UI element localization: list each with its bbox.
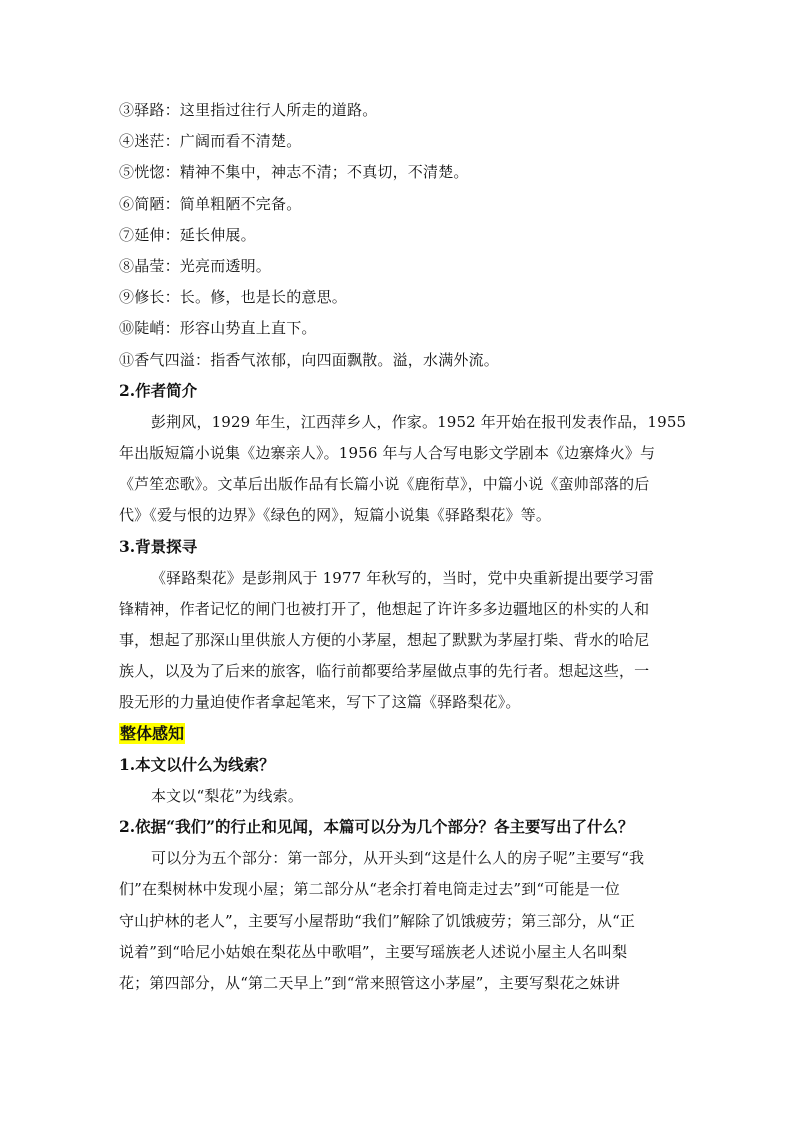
glossary-item: ⑨修长：长。修，也是长的意思。 [119, 288, 348, 306]
section-heading-author: 2.作者简介 [119, 381, 198, 400]
answer-2-line: 说着”到“哈尼小姑娘在梨花丛中歌唱”，主要写瑶族老人述说小屋主人名叫梨 [119, 943, 628, 961]
background-paragraph-line: 事，想起了那深山里供旅人方便的小茅屋，想起了默默为茅屋打柴、背水的哈尼 [119, 631, 650, 649]
question-1: 1.本文以什么为线索？ [119, 755, 275, 774]
answer-2-line: 花；第四部分，从“第二天早上”到“常来照管这小茅屋”，主要写梨花之妹讲 [119, 974, 620, 992]
highlighted-section-label: 整体感知 [120, 724, 185, 743]
author-paragraph-line: 《芦笙恋歌》。文革后出版作品有长篇小说《鹿衔草》，中篇小说《蛮帅部落的后 [119, 475, 650, 493]
question-2: 2.依据“我们”的行止和见闻，本篇可以分为几个部分？各主要写出了什么？ [119, 817, 634, 836]
author-paragraph-line: 年出版短篇小说集《边寨亲人》。1956 年与人合写电影文学剧本《边寨烽火》与 [119, 444, 656, 462]
answer-2-line: 们”在梨树林中发现小屋；第二部分从“老余打着电筒走过去”到“可能是一位 [119, 880, 620, 898]
glossary-item: ⑦延伸：延长伸展。 [119, 226, 256, 244]
section-heading-background: 3.背景探寻 [119, 537, 198, 556]
overall-perception-label-wrap [119, 723, 185, 745]
answer-1: 本文以“梨花”为线索。 [151, 787, 303, 805]
author-paragraph-line: 代》《爱与恨的边界》《绿色的网》，短篇小说集《驿路梨花》等。 [119, 506, 552, 524]
glossary-item: ⑧晶莹：光亮而透明。 [119, 257, 272, 275]
glossary-item: ⑤恍惚：精神不集中，神志不清；不真切，不清楚。 [119, 163, 469, 181]
glossary-item: ⑪香气四溢：指香气浓郁，向四面飘散。溢，水满外流。 [119, 351, 500, 369]
author-paragraph-line: 彭荆风，1929 年生，江西萍乡人，作家。1952 年开始在报刊发表作品，1955 [151, 413, 687, 431]
glossary-item: ⑩陡峭：形容山势直上直下。 [119, 319, 317, 337]
background-paragraph-line: 锋精神，作者记忆的闸门也被打开了，他想起了许许多多边疆地区的朴实的人和 [119, 600, 650, 618]
answer-2-line: 守山护林的老人”，主要写小屋帮助“我们”解除了饥饿疲劳；第三部分，从“正 [119, 912, 636, 930]
glossary-item: ④迷茫：广阔而看不清楚。 [119, 132, 302, 150]
background-paragraph-line: 族人，以及为了后来的旅客，临行前都要给茅屋做点事的先行者。想起这些，一 [119, 662, 650, 680]
answer-2-line: 可以分为五个部分：第一部分，从开头到“这是什么人的房子呢”主要写“我 [151, 849, 645, 867]
background-paragraph-line: 股无形的力量迫使作者拿起笔来，写下了这篇《驿路梨花》。 [119, 693, 521, 711]
background-paragraph-line: 《驿路梨花》是彭荆风于 1977 年秋写的，当时，党中央重新提出要学习雷 [151, 569, 655, 587]
glossary-item: ③驿路：这里指过往行人所走的道路。 [119, 101, 378, 119]
glossary-item: ⑥简陋：简单粗陋不完备。 [119, 195, 302, 213]
